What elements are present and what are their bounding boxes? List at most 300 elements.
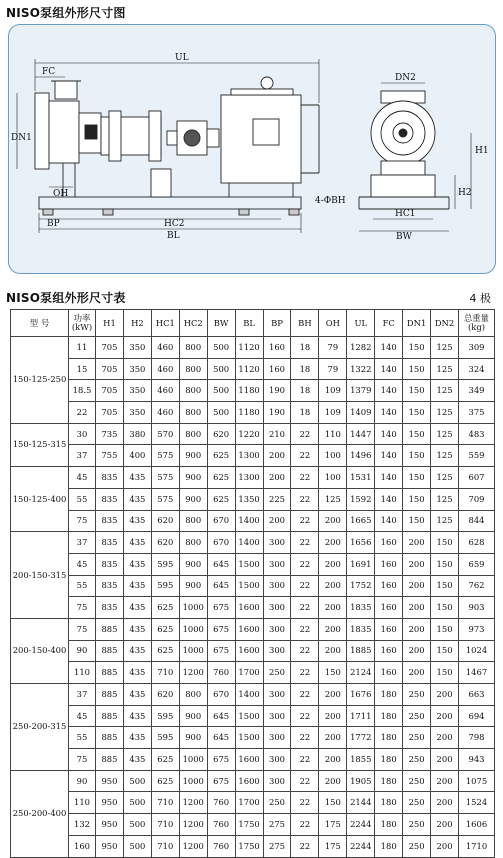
table-cell: 1000 bbox=[179, 770, 207, 792]
table-cell: 1300 bbox=[235, 445, 263, 467]
table-cell: 628 bbox=[459, 532, 495, 554]
table-row bbox=[11, 510, 495, 532]
table-cell: 1772 bbox=[347, 727, 375, 749]
table-cell: 200 bbox=[263, 467, 291, 489]
table-cell: 1447 bbox=[347, 423, 375, 445]
table-cell: 37 bbox=[69, 684, 96, 706]
table-cell: 625 bbox=[151, 749, 179, 771]
table-cell: 844 bbox=[459, 510, 495, 532]
table-cell: 950 bbox=[96, 835, 124, 857]
table-cell: 1000 bbox=[179, 749, 207, 771]
table-cell: 500 bbox=[207, 402, 235, 424]
table-cell: 180 bbox=[375, 835, 403, 857]
table-cell: 200 bbox=[263, 510, 291, 532]
dimension-table bbox=[10, 309, 495, 858]
table-cell: 625 bbox=[151, 770, 179, 792]
table-cell: 705 bbox=[96, 380, 124, 402]
table-cell: 200 bbox=[319, 575, 347, 597]
table-cell: 150 bbox=[431, 553, 459, 575]
table-cell: 150 bbox=[319, 792, 347, 814]
table-cell: 1075 bbox=[459, 770, 495, 792]
table-cell: 200 bbox=[403, 575, 431, 597]
table-cell: 1467 bbox=[459, 662, 495, 684]
table-cell: 435 bbox=[123, 640, 151, 662]
table-cell: 900 bbox=[179, 488, 207, 510]
table-cell: 125 bbox=[431, 402, 459, 424]
table-cell: 675 bbox=[207, 640, 235, 662]
table-cell: 885 bbox=[96, 705, 124, 727]
table-cell: 200 bbox=[319, 749, 347, 771]
table-cell: 709 bbox=[459, 488, 495, 510]
table-cell: 400 bbox=[123, 445, 151, 467]
table-cell: 675 bbox=[207, 770, 235, 792]
table-cell: 973 bbox=[459, 618, 495, 640]
table-cell: 1700 bbox=[235, 792, 263, 814]
table-cell: 380 bbox=[123, 423, 151, 445]
table-cell: 1350 bbox=[235, 488, 263, 510]
table-row bbox=[11, 684, 495, 706]
table-cell: 625 bbox=[207, 445, 235, 467]
table-cell: 575 bbox=[151, 445, 179, 467]
table-cell: 200 bbox=[319, 618, 347, 640]
table-cell: 140 bbox=[375, 337, 403, 359]
table-cell: 1710 bbox=[459, 835, 495, 857]
table-cell: 79 bbox=[319, 358, 347, 380]
table-cell: 109 bbox=[319, 402, 347, 424]
table-cell: 250 bbox=[403, 684, 431, 706]
table-cell: 250 bbox=[403, 727, 431, 749]
table-cell: 645 bbox=[207, 727, 235, 749]
label-bh: 4-ΦBH bbox=[315, 196, 346, 206]
label-hc2: HC2 bbox=[164, 219, 185, 229]
column-header: 型 号 bbox=[11, 310, 69, 337]
table-cell: 435 bbox=[123, 553, 151, 575]
table-cell: 670 bbox=[207, 532, 235, 554]
table-cell: 300 bbox=[263, 532, 291, 554]
table-cell: 30 bbox=[69, 423, 96, 445]
drawing-title: NISO泵组外形尺寸图 bbox=[6, 6, 126, 20]
pump-unit-drawing bbox=[9, 25, 495, 273]
table-cell: 22 bbox=[69, 402, 96, 424]
table-cell: 110 bbox=[69, 792, 96, 814]
table-cell: 435 bbox=[123, 662, 151, 684]
table-cell: 435 bbox=[123, 510, 151, 532]
model-cell: 150-125-315 bbox=[11, 423, 69, 466]
table-cell: 180 bbox=[375, 814, 403, 836]
table-cell: 37 bbox=[69, 532, 96, 554]
table-cell: 250 bbox=[403, 835, 431, 857]
table-cell: 625 bbox=[151, 597, 179, 619]
model-cell: 150-125-250 bbox=[11, 337, 69, 424]
table-cell: 762 bbox=[459, 575, 495, 597]
table-cell: 710 bbox=[151, 662, 179, 684]
table-cell: 885 bbox=[96, 662, 124, 684]
table-row bbox=[11, 770, 495, 792]
table-cell: 760 bbox=[207, 814, 235, 836]
table-cell: 645 bbox=[207, 705, 235, 727]
column-header: DN2 bbox=[431, 310, 459, 337]
table-cell: 1379 bbox=[347, 380, 375, 402]
table-cell: 160 bbox=[375, 618, 403, 640]
table-cell: 460 bbox=[151, 337, 179, 359]
table-row bbox=[11, 532, 495, 554]
table-cell: 250 bbox=[403, 749, 431, 771]
table-cell: 175 bbox=[319, 814, 347, 836]
table-cell: 1400 bbox=[235, 532, 263, 554]
table-cell: 1600 bbox=[235, 749, 263, 771]
table-cell: 200 bbox=[431, 770, 459, 792]
table-cell: 675 bbox=[207, 618, 235, 640]
table-cell: 180 bbox=[375, 705, 403, 727]
table-cell: 1700 bbox=[235, 662, 263, 684]
table-cell: 18 bbox=[291, 380, 319, 402]
table-cell: 75 bbox=[69, 618, 96, 640]
table-cell: 800 bbox=[179, 423, 207, 445]
table-cell: 800 bbox=[179, 358, 207, 380]
column-header: OH bbox=[319, 310, 347, 337]
table-header-row bbox=[11, 310, 495, 337]
table-cell: 460 bbox=[151, 358, 179, 380]
table-cell: 160 bbox=[375, 597, 403, 619]
table-cell: 22 bbox=[291, 814, 319, 836]
table-cell: 125 bbox=[431, 510, 459, 532]
table-cell: 1000 bbox=[179, 640, 207, 662]
table-row bbox=[11, 423, 495, 445]
table-cell: 150 bbox=[403, 380, 431, 402]
column-header: 总重量 (kg) bbox=[459, 310, 495, 337]
table-cell: 200 bbox=[403, 532, 431, 554]
table-title: NISO泵组外形尺寸表 bbox=[6, 291, 126, 305]
table-row bbox=[11, 597, 495, 619]
table-cell: 620 bbox=[151, 510, 179, 532]
table-cell: 435 bbox=[123, 684, 151, 706]
table-cell: 160 bbox=[375, 532, 403, 554]
table-cell: 835 bbox=[96, 488, 124, 510]
table-cell: 625 bbox=[207, 488, 235, 510]
table-cell: 18.5 bbox=[69, 380, 96, 402]
model-cell: 250-200-315 bbox=[11, 684, 69, 771]
table-cell: 79 bbox=[319, 337, 347, 359]
table-cell: 22 bbox=[291, 467, 319, 489]
table-cell: 645 bbox=[207, 553, 235, 575]
table-cell: 885 bbox=[96, 749, 124, 771]
table-cell: 22 bbox=[291, 640, 319, 662]
table-row bbox=[11, 727, 495, 749]
table-cell: 900 bbox=[179, 705, 207, 727]
table-row bbox=[11, 705, 495, 727]
table-cell: 125 bbox=[431, 380, 459, 402]
table-row bbox=[11, 445, 495, 467]
table-cell: 1500 bbox=[235, 575, 263, 597]
table-cell: 500 bbox=[123, 835, 151, 857]
table-cell: 1606 bbox=[459, 814, 495, 836]
table-cell: 903 bbox=[459, 597, 495, 619]
table-cell: 835 bbox=[96, 575, 124, 597]
table-cell: 1409 bbox=[347, 402, 375, 424]
table-cell: 200 bbox=[431, 684, 459, 706]
label-h1: H1 bbox=[475, 146, 489, 156]
table-cell: 150 bbox=[403, 337, 431, 359]
table-cell: 885 bbox=[96, 684, 124, 706]
table-cell: 595 bbox=[151, 727, 179, 749]
table-cell: 694 bbox=[459, 705, 495, 727]
table-cell: 200 bbox=[431, 835, 459, 857]
table-cell: 835 bbox=[96, 597, 124, 619]
table-cell: 1322 bbox=[347, 358, 375, 380]
table-cell: 22 bbox=[291, 684, 319, 706]
table-cell: 324 bbox=[459, 358, 495, 380]
table-cell: 705 bbox=[96, 337, 124, 359]
table-cell: 1905 bbox=[347, 770, 375, 792]
table-cell: 663 bbox=[459, 684, 495, 706]
table-row bbox=[11, 488, 495, 510]
table-cell: 1120 bbox=[235, 358, 263, 380]
table-cell: 435 bbox=[123, 749, 151, 771]
table-cell: 55 bbox=[69, 727, 96, 749]
table-cell: 1024 bbox=[459, 640, 495, 662]
table-cell: 760 bbox=[207, 792, 235, 814]
column-header: H2 bbox=[123, 310, 151, 337]
table-cell: 800 bbox=[179, 380, 207, 402]
table-cell: 300 bbox=[263, 640, 291, 662]
table-cell: 22 bbox=[291, 445, 319, 467]
label-dn2: DN2 bbox=[395, 73, 416, 83]
table-cell: 180 bbox=[375, 792, 403, 814]
table-cell: 1750 bbox=[235, 835, 263, 857]
table-cell: 1691 bbox=[347, 553, 375, 575]
table-cell: 22 bbox=[291, 835, 319, 857]
table-cell: 150 bbox=[403, 488, 431, 510]
table-cell: 150 bbox=[403, 358, 431, 380]
table-cell: 710 bbox=[151, 835, 179, 857]
table-cell: 160 bbox=[375, 553, 403, 575]
table-cell: 125 bbox=[431, 337, 459, 359]
table-cell: 200 bbox=[431, 792, 459, 814]
table-cell: 200 bbox=[431, 727, 459, 749]
table-cell: 570 bbox=[151, 423, 179, 445]
table-cell: 950 bbox=[96, 792, 124, 814]
table-cell: 500 bbox=[123, 792, 151, 814]
table-cell: 885 bbox=[96, 618, 124, 640]
table-cell: 1750 bbox=[235, 814, 263, 836]
column-header: H1 bbox=[96, 310, 124, 337]
label-oh: OH bbox=[53, 189, 69, 199]
table-cell: 1282 bbox=[347, 337, 375, 359]
table-cell: 575 bbox=[151, 467, 179, 489]
table-cell: 275 bbox=[263, 835, 291, 857]
table-cell: 75 bbox=[69, 597, 96, 619]
table-cell: 75 bbox=[69, 749, 96, 771]
table-cell: 835 bbox=[96, 553, 124, 575]
label-dn1: DN1 bbox=[11, 133, 32, 143]
table-cell: 675 bbox=[207, 597, 235, 619]
table-cell: 300 bbox=[263, 553, 291, 575]
table-cell: 670 bbox=[207, 510, 235, 532]
table-cell: 435 bbox=[123, 705, 151, 727]
table-cell: 559 bbox=[459, 445, 495, 467]
table-cell: 300 bbox=[263, 575, 291, 597]
table-cell: 150 bbox=[431, 640, 459, 662]
table-cell: 190 bbox=[263, 402, 291, 424]
table-row bbox=[11, 835, 495, 857]
label-h2: H2 bbox=[458, 188, 472, 198]
pump-suction-flange bbox=[35, 93, 49, 169]
table-cell: 1835 bbox=[347, 618, 375, 640]
model-cell: 250-200-400 bbox=[11, 770, 69, 857]
table-cell: 705 bbox=[96, 358, 124, 380]
table-cell: 100 bbox=[319, 467, 347, 489]
table-cell: 200 bbox=[319, 640, 347, 662]
table-cell: 22 bbox=[291, 423, 319, 445]
table-cell: 300 bbox=[263, 727, 291, 749]
table-cell: 200 bbox=[319, 684, 347, 706]
baseplate bbox=[39, 197, 301, 209]
table-cell: 350 bbox=[123, 358, 151, 380]
pump-casing bbox=[49, 101, 79, 163]
table-cell: 460 bbox=[151, 380, 179, 402]
table-cell: 1200 bbox=[179, 792, 207, 814]
table-cell: 1400 bbox=[235, 684, 263, 706]
table-cell: 1220 bbox=[235, 423, 263, 445]
table-cell: 200 bbox=[403, 597, 431, 619]
table-cell: 1656 bbox=[347, 532, 375, 554]
table-row bbox=[11, 467, 495, 489]
table-cell: 350 bbox=[123, 337, 151, 359]
table-cell: 125 bbox=[431, 488, 459, 510]
table-cell: 1180 bbox=[235, 380, 263, 402]
table-row bbox=[11, 337, 495, 359]
table-cell: 45 bbox=[69, 553, 96, 575]
table-cell: 659 bbox=[459, 553, 495, 575]
table-cell: 90 bbox=[69, 770, 96, 792]
table-cell: 150 bbox=[431, 597, 459, 619]
table-cell: 150 bbox=[431, 532, 459, 554]
table-cell: 500 bbox=[207, 337, 235, 359]
table-cell: 110 bbox=[69, 662, 96, 684]
table-cell: 22 bbox=[291, 553, 319, 575]
table-cell: 1711 bbox=[347, 705, 375, 727]
table-cell: 735 bbox=[96, 423, 124, 445]
table-cell: 22 bbox=[291, 705, 319, 727]
table-cell: 349 bbox=[459, 380, 495, 402]
table-cell: 575 bbox=[151, 488, 179, 510]
table-cell: 125 bbox=[431, 423, 459, 445]
table-cell: 22 bbox=[291, 575, 319, 597]
table-cell: 250 bbox=[263, 662, 291, 684]
table-cell: 435 bbox=[123, 532, 151, 554]
table-cell: 1592 bbox=[347, 488, 375, 510]
table-cell: 125 bbox=[431, 445, 459, 467]
table-cell: 800 bbox=[179, 684, 207, 706]
table-cell: 45 bbox=[69, 467, 96, 489]
table-cell: 75 bbox=[69, 510, 96, 532]
table-cell: 900 bbox=[179, 727, 207, 749]
table-cell: 200 bbox=[319, 597, 347, 619]
model-cell: 200-150-400 bbox=[11, 618, 69, 683]
table-cell: 705 bbox=[96, 402, 124, 424]
table-cell: 1180 bbox=[235, 402, 263, 424]
table-cell: 150 bbox=[319, 662, 347, 684]
table-cell: 500 bbox=[123, 770, 151, 792]
table-cell: 250 bbox=[403, 770, 431, 792]
table-cell: 595 bbox=[151, 575, 179, 597]
table-cell: 150 bbox=[403, 510, 431, 532]
table-cell: 132 bbox=[69, 814, 96, 836]
table-cell: 250 bbox=[403, 814, 431, 836]
table-cell: 125 bbox=[319, 488, 347, 510]
table-cell: 180 bbox=[375, 727, 403, 749]
column-header: BL bbox=[235, 310, 263, 337]
table-cell: 625 bbox=[151, 640, 179, 662]
table-cell: 250 bbox=[403, 792, 431, 814]
table-row bbox=[11, 380, 495, 402]
table-cell: 1500 bbox=[235, 727, 263, 749]
column-header: HC2 bbox=[179, 310, 207, 337]
column-header: 功率 (kW) bbox=[69, 310, 96, 337]
table-cell: 250 bbox=[263, 792, 291, 814]
table-cell: 1496 bbox=[347, 445, 375, 467]
table-cell: 800 bbox=[179, 510, 207, 532]
table-cell: 37 bbox=[69, 445, 96, 467]
table-cell: 1500 bbox=[235, 553, 263, 575]
table-cell: 670 bbox=[207, 684, 235, 706]
table-cell: 109 bbox=[319, 380, 347, 402]
table-cell: 11 bbox=[69, 337, 96, 359]
table-row bbox=[11, 358, 495, 380]
table-cell: 620 bbox=[151, 532, 179, 554]
table-cell: 22 bbox=[291, 618, 319, 640]
table-cell: 150 bbox=[403, 445, 431, 467]
label-bw: BW bbox=[396, 232, 412, 242]
table-row bbox=[11, 618, 495, 640]
table-cell: 210 bbox=[263, 423, 291, 445]
table-cell: 150 bbox=[431, 662, 459, 684]
table-cell: 22 bbox=[291, 662, 319, 684]
table-cell: 275 bbox=[263, 814, 291, 836]
table-cell: 200 bbox=[403, 640, 431, 662]
column-header: UL bbox=[347, 310, 375, 337]
table-cell: 125 bbox=[431, 358, 459, 380]
table-cell: 350 bbox=[123, 402, 151, 424]
table-cell: 760 bbox=[207, 835, 235, 857]
table-cell: 1000 bbox=[179, 597, 207, 619]
table-cell: 1400 bbox=[235, 510, 263, 532]
table-cell: 885 bbox=[96, 727, 124, 749]
table-cell: 200 bbox=[431, 705, 459, 727]
table-cell: 45 bbox=[69, 705, 96, 727]
table-cell: 22 bbox=[291, 488, 319, 510]
table-cell: 435 bbox=[123, 727, 151, 749]
table-cell: 18 bbox=[291, 337, 319, 359]
table-row bbox=[11, 575, 495, 597]
table-cell: 1200 bbox=[179, 835, 207, 857]
table-cell: 300 bbox=[263, 770, 291, 792]
table-cell: 645 bbox=[207, 575, 235, 597]
table-cell: 760 bbox=[207, 662, 235, 684]
table-cell: 1000 bbox=[179, 618, 207, 640]
table-cell: 885 bbox=[96, 640, 124, 662]
label-fc: FC bbox=[42, 67, 56, 77]
table-cell: 150 bbox=[431, 575, 459, 597]
table-cell: 435 bbox=[123, 575, 151, 597]
table-cell: 1665 bbox=[347, 510, 375, 532]
table-cell: 160 bbox=[375, 640, 403, 662]
table-cell: 375 bbox=[459, 402, 495, 424]
table-cell: 620 bbox=[151, 684, 179, 706]
table-cell: 160 bbox=[69, 835, 96, 857]
table-cell: 140 bbox=[375, 445, 403, 467]
table-cell: 200 bbox=[403, 662, 431, 684]
